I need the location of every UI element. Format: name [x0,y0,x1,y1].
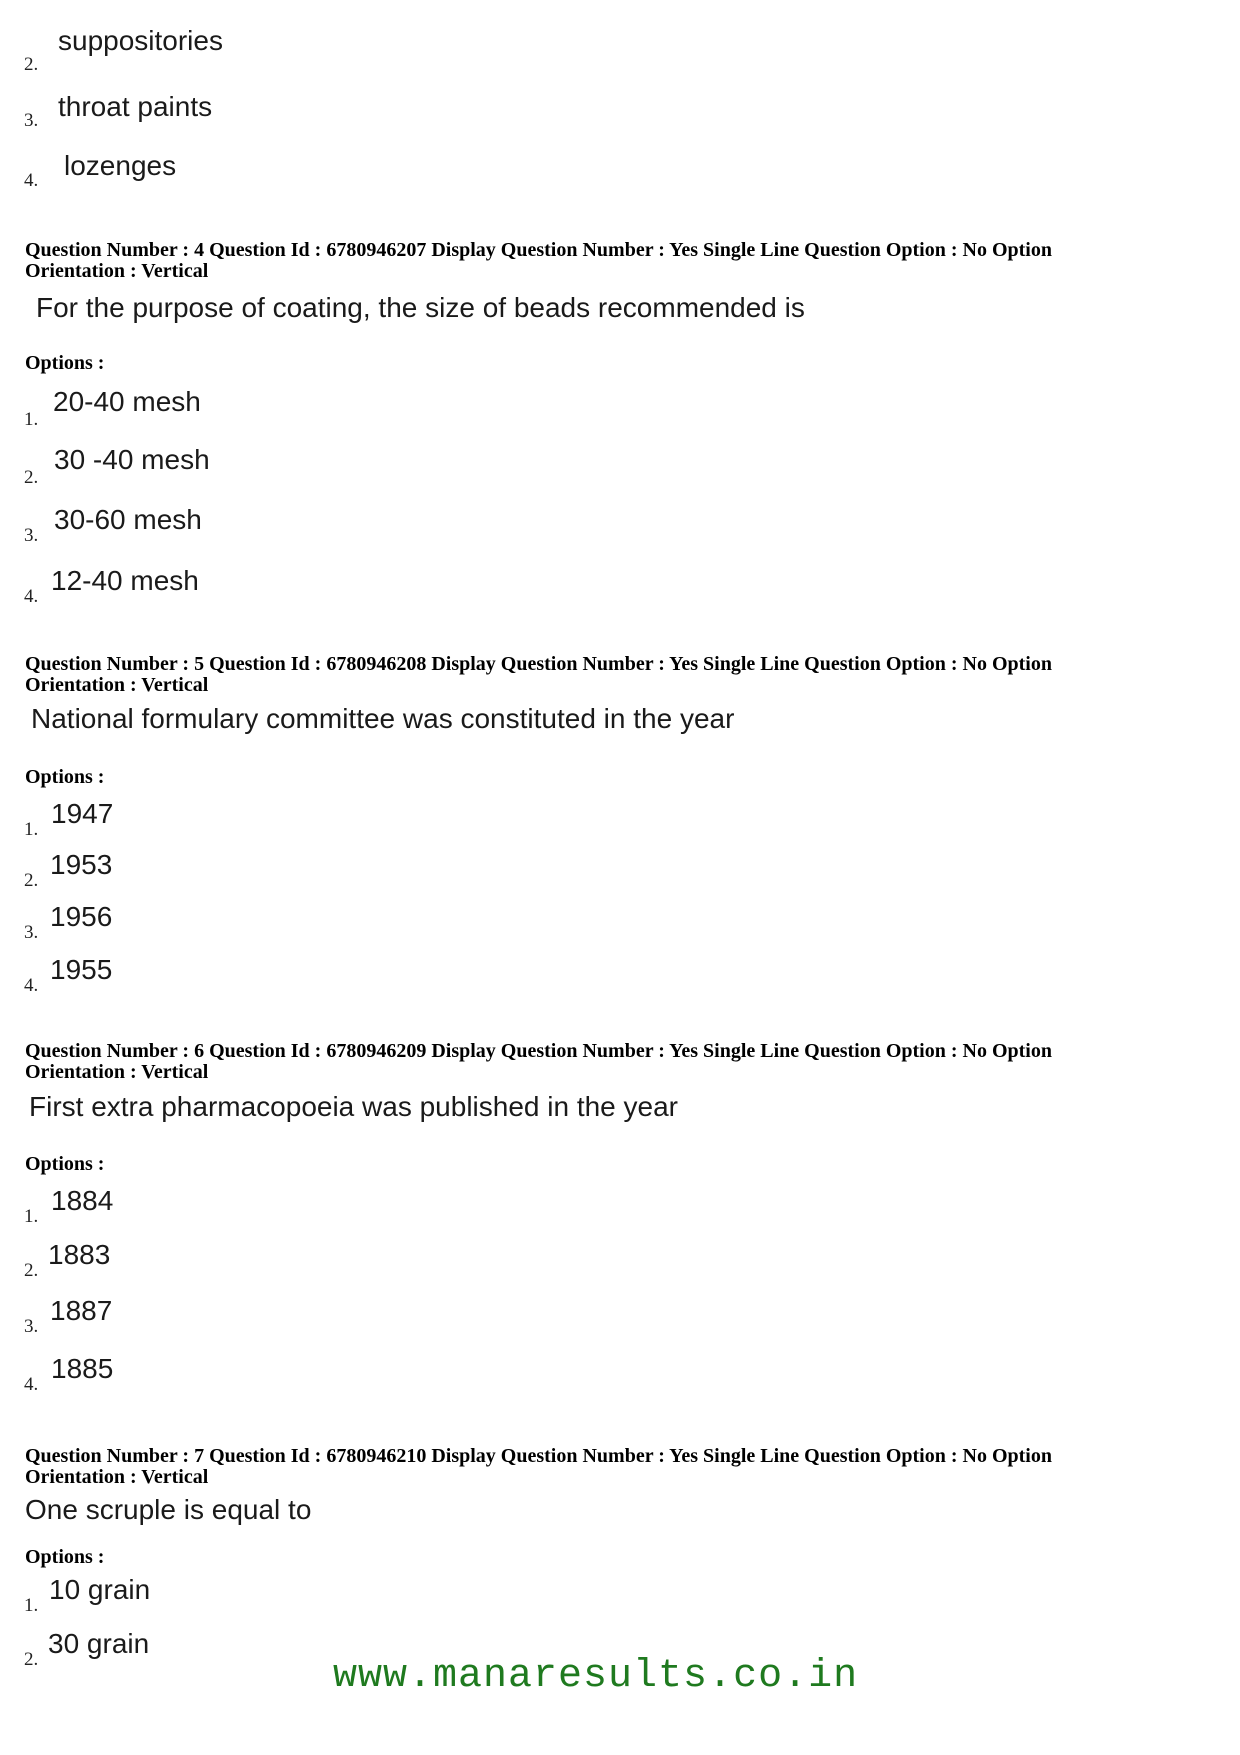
option-number: 2. [24,870,39,891]
option-number: 2. [24,1260,39,1281]
option-item [0,22,600,78]
option-item [0,443,600,499]
question-meta-line: Question Number : 6 Question Id : 6780946209 Display Question Number : Yes Single Line Question Option : No Option [25,1040,1052,1062]
option-number: 2. [24,467,39,488]
question-meta-line: Question Number : 7 Question Id : 6780946210 Display Question Number : Yes Single Line Question Option : No Option [25,1445,1052,1467]
watermark-url: www.manaresults.co.in [333,1654,859,1699]
question-meta [25,240,1215,282]
option-item [0,1238,600,1294]
question-meta-line: Question Number : 5 Question Id : 6780946208 Display Question Number : Yes Single Line Question Option : No Option [25,653,1052,675]
option-number: 1. [24,409,39,430]
option-text: 1947 [51,798,114,829]
option-text: 30-60 mesh [54,504,202,535]
option-number: 2. [24,1649,39,1670]
option-text: lozenges [64,150,177,181]
question-text: National formulary committee was constituted in the year [31,703,735,734]
options-label: Options : [25,766,105,788]
option-item [0,1184,600,1240]
question-meta [25,1446,1215,1488]
options-label: Options : [25,1546,105,1568]
option-text: suppositories [58,25,223,56]
option-text: 1955 [50,954,113,985]
question-meta [25,654,1215,696]
option-number: 3. [24,1316,39,1337]
option-text: throat paints [58,91,213,122]
option-number: 1. [24,819,39,840]
option-text: 30 -40 mesh [54,444,210,475]
option-number: 4. [24,586,39,607]
question-text: One scruple is equal to [25,1494,312,1525]
option-text: 1956 [50,901,113,932]
option-text: 1884 [51,1185,114,1216]
question-meta-line: Orientation : Vertical [25,674,209,696]
question-meta-line: Orientation : Vertical [25,1061,209,1083]
option-text: 1885 [51,1353,114,1384]
option-item [0,385,600,441]
question-meta-line: Question Number : 4 Question Id : 6780946207 Display Question Number : Yes Single Line Question Option : No Option [25,239,1052,261]
question-meta [25,1041,1215,1083]
option-item [0,88,600,144]
question-text: First extra pharmacopoeia was published in the year [29,1091,679,1122]
option-item [0,953,600,1009]
options-label: Options : [25,1153,105,1175]
option-item [0,848,600,904]
option-text: 1953 [50,849,113,880]
option-item [0,1352,600,1408]
option-item [0,148,600,204]
option-number: 1. [24,1206,39,1227]
option-item [0,1573,600,1629]
option-number: 4. [24,170,39,191]
question-meta-line: Orientation : Vertical [25,260,209,282]
option-number: 3. [24,922,39,943]
question-meta-line: Orientation : Vertical [25,1466,209,1488]
option-text: 20-40 mesh [53,386,201,417]
option-number: 4. [24,975,39,996]
option-item [0,1294,600,1350]
option-text: 12-40 mesh [51,565,199,596]
option-text: 30 grain [48,1628,150,1659]
option-text: 1887 [50,1295,113,1326]
option-number: 1. [24,1595,39,1616]
option-item [0,797,600,853]
option-number: 3. [24,525,39,546]
option-item [0,900,600,956]
option-number: 4. [24,1374,39,1395]
option-number: 3. [24,110,39,131]
option-item [0,503,600,559]
options-label: Options : [25,352,105,374]
option-item [0,564,600,620]
question-text: For the purpose of coating, the size of beads recommended is [36,292,805,323]
option-text: 10 grain [49,1574,151,1605]
option-number: 2. [24,54,39,75]
option-text: 1883 [48,1239,111,1270]
